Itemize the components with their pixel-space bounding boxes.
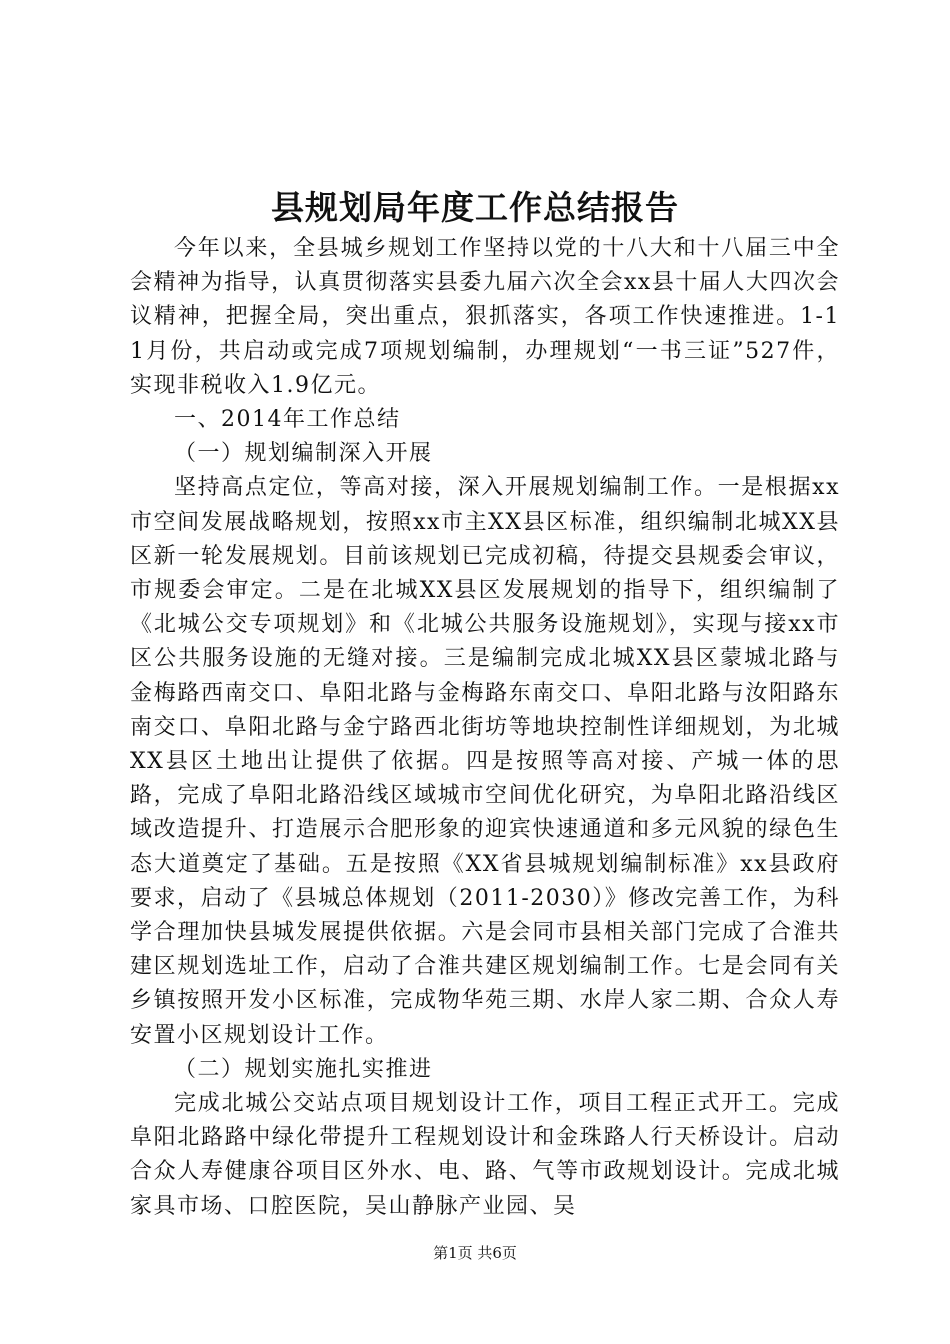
implementation-paragraph: 完成北城公交站点项目规划设计工作，项目工程正式开工。完成阜阳北路路中绿化带提升工程规划设计和金珠路人行天桥设计。启动合众人寿健康谷项目区外水、电、路、气等市政规划设计。完成北城家具市场、口腔医院，吴山静脉产业园、吴 [130, 1091, 840, 1219]
document-title: 县规划局年度工作总结报告 [271, 188, 679, 227]
section-heading-summary: 一、2014年工作总结 [174, 407, 401, 433]
planning-paragraph: 坚持高点定位，等高对接，深入开展规划编制工作。一是根据xx市空间发展战略规划，按照xx市主XX县区标准，组织编制北城XX县区新一轮发展规划。目前该规划已完成初稿，待提交县规委会审议，市规委会审定。二是在北城XX县区发展规划的指导下，组织编制了《北城公交专项规划》和《北城公共服务设施规划》，实现与接xx市区公共服务设施的无缝对接。三是编制完成北城XX县区蒙城北路与金梅路西南交口、阜阳北路与金梅路东南交口、阜阳北路与汝阳路东南交口、阜阳北路与金宁路西北街坊等地块控制性详细规划，为北城XX县区土地出让提供了依据。四是按照等高对接、产城一体的思路，完成了阜阳北路沿线区域城市空间优化研究，为阜阳北路沿线区域改造提升、打造展示合肥形象的迎宾快速通道和多元风貌的绿色生态大道奠定了基础。五是按照《XX省县城规划编制标准》xx县政府要求，启动了《县城总体规划（2011-2030）》修改完善工作，为科学合理加快县城发展提供依据。六是会同市县相关部门完成了合淮共建区规划选址工作，启动了合淮共建区规划编制工作。七是会同有关乡镇按照开发小区标准，完成物华苑三期、水岸人家二期、合众人寿安置小区规划设计工作。 [130, 475, 840, 1048]
subsection-heading-implementation: （二）规划实施扎实推进 [174, 1056, 433, 1082]
subsection-heading-planning: （一）规划编制深入开展 [174, 441, 433, 467]
page-number-footer: 第1页 共6页 [433, 1244, 517, 1262]
intro-paragraph: 今年以来，全县城乡规划工作坚持以党的十八大和十八届三中全会精神为指导，认真贯彻落实县委九届六次全会xx县十届人大四次会议精神，把握全局，突出重点，狠抓落实，各项工作快速推进。1-11月份，共启动或完成7项规划编制，办理规划“一书三证”527件，实现非税收入1.9亿元。 [130, 236, 840, 398]
document-body [130, 232, 840, 1224]
